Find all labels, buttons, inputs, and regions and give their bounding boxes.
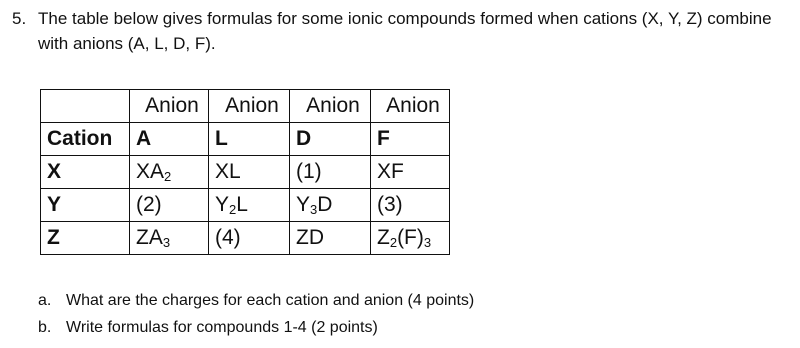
anion-header: Anion <box>290 90 371 123</box>
formula-text: XF <box>377 160 404 183</box>
formula-text: ZD <box>296 226 324 249</box>
formula-cell <box>290 156 371 189</box>
formula-text: (3) <box>377 193 403 216</box>
formula-text: (4) <box>215 226 241 249</box>
formula-cell <box>209 156 290 189</box>
subquestion-text: What are the charges for each cation and anion (4 points) <box>66 292 475 309</box>
subquestion-label: b. <box>38 319 52 336</box>
table-symbol-row <box>41 123 450 156</box>
formula-text: (1) <box>296 160 322 183</box>
table-row <box>41 189 450 222</box>
anion-header: Anion <box>371 90 450 123</box>
subquestion-a <box>38 287 474 314</box>
cation-header: Cation <box>41 123 130 156</box>
ionic-compounds-table <box>40 89 450 255</box>
formula-cell <box>130 189 209 222</box>
formula-cell <box>371 156 450 189</box>
formula-subscript: 3 <box>162 235 171 250</box>
cation-symbol: X <box>41 156 130 189</box>
formula-cell <box>209 189 290 222</box>
formula-cell <box>209 222 290 255</box>
table-header-row <box>41 90 450 123</box>
formula-text: ZA <box>136 226 163 249</box>
anion-symbol: F <box>371 123 450 156</box>
question-number: 5. <box>12 9 27 28</box>
formula-cell <box>290 222 371 255</box>
formula-text: L <box>236 193 248 216</box>
formula-subscript: 3 <box>310 202 318 217</box>
anion-header: Anion <box>209 90 290 123</box>
anion-symbol: L <box>209 123 290 156</box>
formula-text: (2) <box>136 193 162 216</box>
anion-symbol: D <box>290 123 371 156</box>
subquestion-text: Write formulas for compounds 1-4 (2 points) <box>66 319 378 336</box>
table-row <box>41 222 450 255</box>
formula-text: (F) <box>397 226 424 249</box>
formula-subscript: 2 <box>229 202 237 217</box>
cation-symbol: Y <box>41 189 130 222</box>
subquestion-b <box>38 314 474 341</box>
question-text: The table below gives formulas for some ionic compounds formed when cations (X, Y, Z) combine with anions (A, L, D, F). <box>38 9 772 53</box>
formula-text: Y <box>215 193 230 216</box>
formula-text: XA <box>136 160 165 183</box>
empty-corner-cell <box>41 90 130 123</box>
formula-cell <box>130 156 209 189</box>
formula-text: Z <box>377 226 390 249</box>
formula-cell <box>371 222 450 255</box>
formula-cell <box>130 222 209 255</box>
formula-text: Y <box>296 193 311 216</box>
subquestion-list <box>38 287 474 341</box>
formula-cell <box>290 189 371 222</box>
formula-cell <box>371 189 450 222</box>
formula-text: D <box>317 193 333 216</box>
cation-symbol: Z <box>41 222 130 255</box>
formula-text: XL <box>215 160 241 183</box>
formula-subscript: 3 <box>423 235 432 250</box>
formula-subscript: 2 <box>164 169 172 184</box>
formula-subscript: 2 <box>389 235 398 250</box>
anion-header: Anion <box>130 90 209 123</box>
table-row <box>41 156 450 189</box>
anion-symbol: A <box>130 123 209 156</box>
subquestion-label: a. <box>38 292 52 309</box>
